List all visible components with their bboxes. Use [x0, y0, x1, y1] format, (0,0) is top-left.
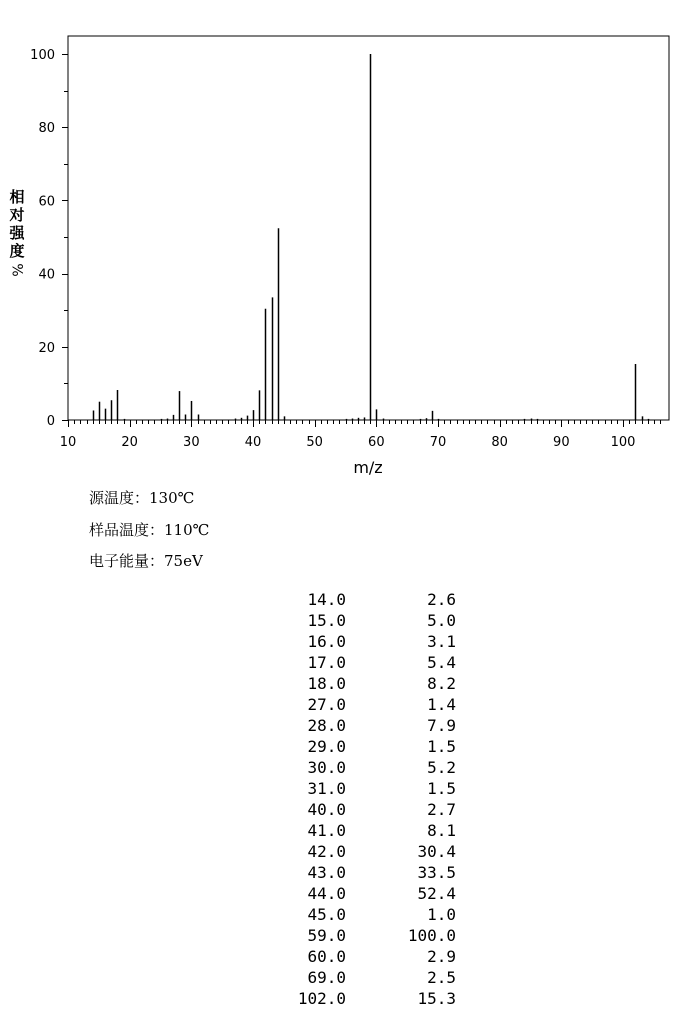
peak-intensity: 8.2: [427, 674, 456, 693]
mass-spectrum-chart: [0, 0, 696, 480]
peak-mz: 16.0: [307, 632, 346, 651]
peak-intensity: 33.5: [417, 863, 456, 882]
sample-temperature: 样品温度：110℃: [89, 521, 210, 539]
x-tick-label: 30: [183, 435, 200, 450]
peak-mz: 17.0: [307, 653, 346, 672]
peak-row: [280, 673, 456, 694]
x-tick-label: 90: [553, 435, 570, 450]
peak-row: [280, 715, 456, 736]
x-tick-label: 60: [368, 435, 385, 450]
peak-row: [280, 694, 456, 715]
peak-mz: 44.0: [307, 884, 346, 903]
peak-mz: 27.0: [307, 695, 346, 714]
x-tick-label: 50: [306, 435, 323, 450]
plot-frame: [68, 36, 669, 420]
x-tick-label: 70: [429, 435, 447, 450]
peak-intensity: 2.6: [427, 590, 456, 609]
peak-row: [280, 799, 456, 820]
y-tick-label: 80: [38, 121, 55, 137]
peak-intensity: 15.3: [417, 989, 456, 1008]
y-tick-label: 100: [30, 48, 55, 63]
peak-mz: 29.0: [307, 737, 346, 756]
peak-intensity: 1.4: [427, 695, 456, 714]
peak-mz: 69.0: [307, 968, 346, 987]
peak-row: [280, 757, 456, 778]
peak-mz: 40.0: [307, 800, 346, 819]
peak-intensity: 5.0: [427, 611, 456, 630]
peak-row: [280, 925, 456, 946]
x-tick-label: 40: [244, 435, 262, 450]
peak-intensity: 2.7: [427, 800, 456, 819]
peak-intensity: 2.9: [427, 947, 456, 966]
peak-intensity: 5.2: [427, 758, 456, 777]
electron-energy: 电子能量：75eV: [89, 552, 203, 570]
peak-intensity: 1.5: [427, 737, 456, 756]
peak-row: [280, 967, 456, 988]
peak-mz: 43.0: [307, 863, 346, 882]
y-tick-label: 40: [38, 267, 55, 283]
peak-mz: 30.0: [307, 758, 346, 777]
peak-mz: 18.0: [307, 674, 346, 693]
peak-mz: 31.0: [307, 779, 346, 798]
x-tick-label: 100: [610, 435, 636, 450]
y-tick-label: 20: [38, 340, 55, 356]
peak-row: [280, 904, 456, 925]
x-tick-label: 80: [491, 435, 508, 450]
peak-mz: 60.0: [307, 947, 346, 966]
peak-row: [280, 841, 456, 862]
peak-mz: 41.0: [307, 821, 346, 840]
peak-intensity: 1.5: [427, 779, 456, 798]
y-axis: [30, 48, 68, 429]
x-tick-label: 20: [121, 435, 138, 450]
peak-intensity: 30.4: [417, 842, 456, 861]
peak-row: [280, 862, 456, 883]
y-axis-label: [8, 188, 26, 279]
source-temperature: 源温度：130℃: [89, 489, 195, 507]
y-axis-label-char: 度: [9, 242, 25, 260]
x-axis-label: m/z: [353, 458, 383, 477]
peak-row: [280, 631, 456, 652]
peak-row: [280, 946, 456, 967]
peak-mz: 59.0: [307, 926, 346, 945]
peak-row: [280, 820, 456, 841]
y-axis-label-char: 强: [9, 224, 25, 242]
y-axis-unit: %: [9, 263, 25, 277]
peak-row: [280, 652, 456, 673]
peak-row: [280, 883, 456, 904]
x-axis: [60, 420, 661, 450]
peak-intensity: 8.1: [427, 821, 456, 840]
peak-row: [280, 610, 456, 631]
peak-intensity: 1.0: [427, 905, 456, 924]
y-axis-label-char: 对: [9, 206, 25, 224]
peak-row: [280, 988, 456, 1009]
x-tick-label: 10: [59, 435, 77, 450]
peak-row: [280, 736, 456, 757]
y-tick-label: 60: [38, 194, 55, 210]
peak-intensity: 7.9: [427, 716, 456, 735]
peak-row: [280, 778, 456, 799]
peak-intensity: 3.1: [427, 632, 456, 651]
peak-table: [280, 589, 456, 1009]
peak-intensity: 52.4: [417, 884, 456, 903]
peak-intensity: 5.4: [427, 653, 456, 672]
peak-intensity: 100.0: [407, 926, 456, 945]
peak-mz: 45.0: [307, 905, 346, 924]
peak-intensity: 2.5: [427, 968, 456, 987]
y-tick-label: 0: [46, 414, 55, 429]
peak-mz: 14.0: [307, 590, 346, 609]
y-axis-label-char: 相: [9, 188, 25, 206]
peak-mz: 102.0: [297, 989, 346, 1008]
peak-mz: 15.0: [307, 611, 346, 630]
spectrum-bars: [94, 54, 649, 420]
peak-mz: 28.0: [307, 716, 346, 735]
peak-mz: 42.0: [307, 842, 346, 861]
peak-row: [280, 589, 456, 610]
